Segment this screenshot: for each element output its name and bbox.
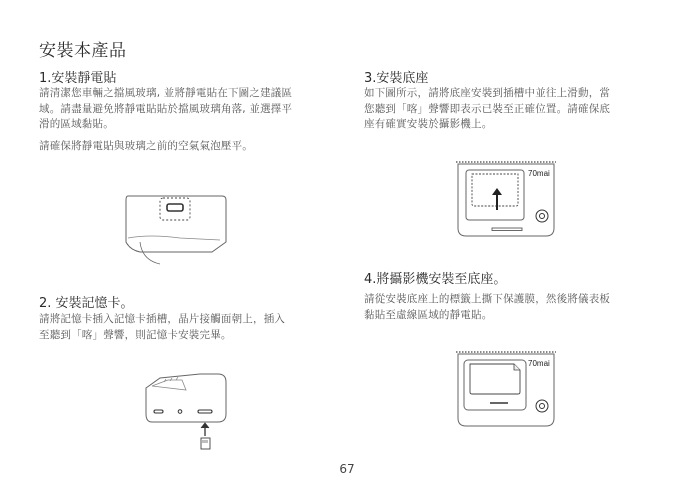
section-2-line: 至聽到「喀」聲響，則記憶卡安裝完畢。 (39, 328, 232, 341)
section-3-line: 座有確實安裝於攝影機上。 (364, 118, 493, 130)
page-title: 安裝本產品 (39, 41, 127, 61)
section-4-body (364, 292, 610, 323)
brand-logo-top: 70mai (528, 169, 550, 178)
section-2-body (39, 312, 285, 343)
section-4-line: 請從安裝底座上的標籤上撕下保護膜，然後將儀表板 (364, 293, 611, 305)
section-3-line: 如下圖所示，請將底座安裝到插槽中並往上滑動，當 (364, 87, 611, 99)
section-1-body (39, 86, 292, 133)
section-1-line: 請清潔您車輛之擋風玻璃, 並將靜電貼在下圖之建議區 (39, 87, 293, 99)
brand-logo-bottom: 70mai (528, 359, 550, 368)
section-3-heading: 3.安裝底座 (364, 71, 429, 86)
section-2-heading: 2. 安裝記憶卡。 (39, 296, 134, 311)
section-3-body (364, 86, 610, 133)
section-4-heading: 4.將攝影機安裝至底座。 (364, 272, 507, 287)
section-1-line: 域。請盡量避免將靜電貼貼於擋風玻璃角落, 並選擇平 (39, 102, 293, 115)
section-1-line: 滑的區域黏貼。 (39, 118, 114, 130)
page-number: 67 (339, 462, 355, 476)
camera-mount-illustration (452, 348, 562, 434)
section-4-line: 黏貼至虛線區域的靜電貼。 (364, 308, 493, 321)
section-2-line: 請將記憶卡插入記憶卡插槽，晶片接觸面朝上，插入 (39, 313, 286, 325)
mount-install-illustration (452, 158, 562, 244)
section-3-line: 您聽到「喀」聲響即表示已裝至正確位置。請確保底 (364, 102, 611, 115)
section-1-heading: 1.安裝靜電貼 (39, 71, 117, 86)
memory-card-illustration (140, 366, 240, 456)
static-sticker-illustration (120, 190, 230, 268)
section-1-note: 請確保將靜電貼與玻璃之前的空氣氣泡壓平。 (39, 140, 253, 152)
